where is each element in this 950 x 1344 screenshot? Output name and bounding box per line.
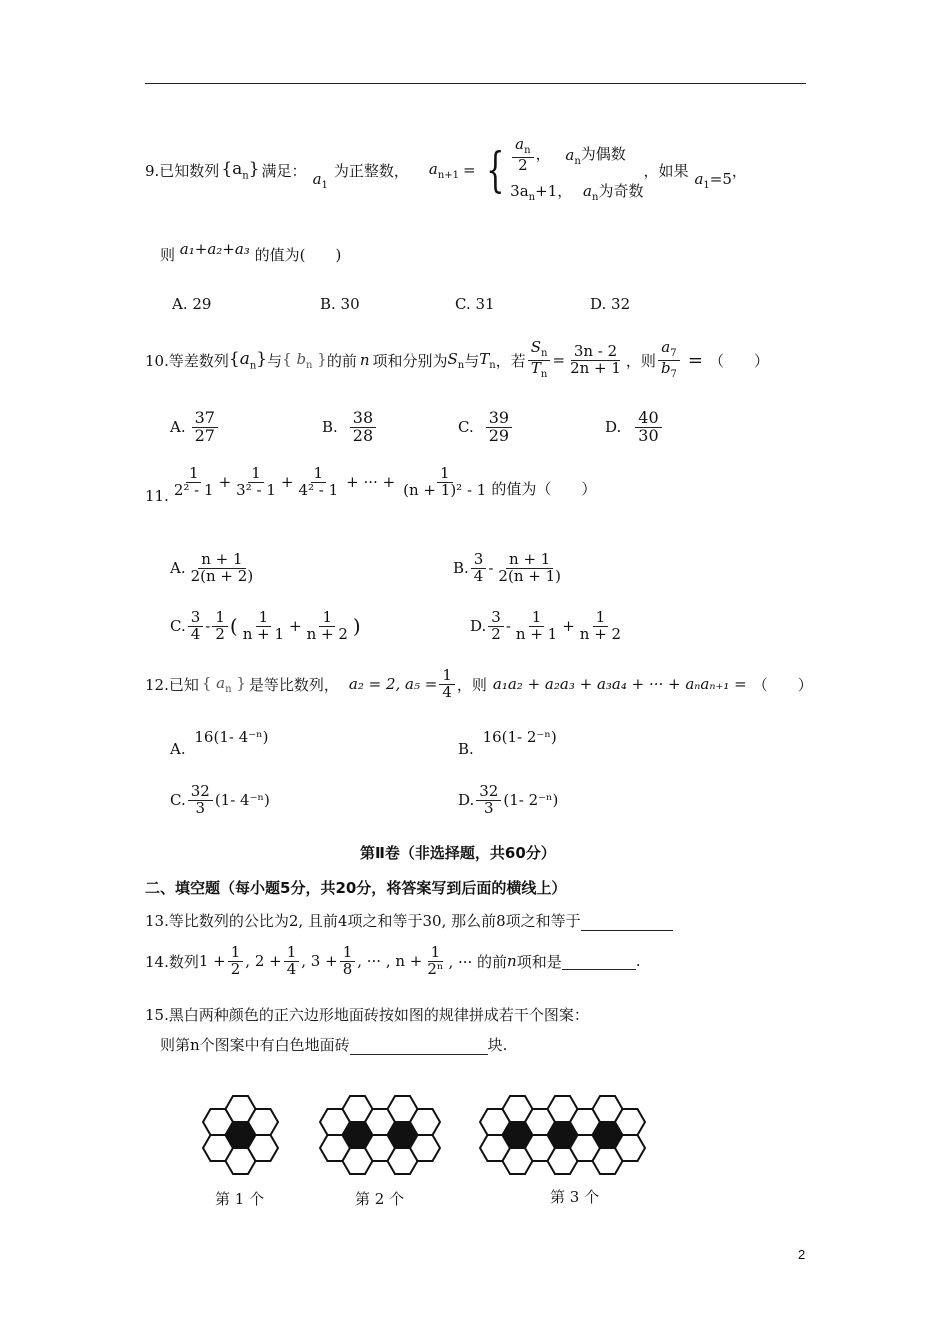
q9-case2: $3a_n+1$， $a_n$为奇数 [510, 181, 644, 203]
white-hex-tile [615, 1109, 645, 1135]
page-number: 2 [798, 1247, 806, 1262]
q9-option-d[interactable]: D. 32 [590, 295, 631, 313]
white-hex-tile [410, 1135, 440, 1161]
q11-line: 11. $\frac{1}{\text{2² - 1}}$ + $\frac{1}{\text{3² - 1}}$ + $\frac{1}{\text{4² - 1}}$ + ··· + $\frac{1}{\text{(n + 1)² - 1}}$ 的值为（ ） [145, 464, 597, 506]
q10-ratio-left: $\frac{S_n}{T_n}$ [528, 340, 551, 380]
q10-option-b[interactable]: B. $\frac{38}{28}$ [322, 410, 378, 445]
q13-line: 13.等比数列的公比为2, 且前4项之和等于30, 那么前8项之和等于 [145, 910, 673, 931]
q15-line2: 则第n个图案中有白色地面砖 块. [160, 1036, 508, 1054]
q9-t2: 为正整数， [333, 161, 409, 180]
q12-option-d[interactable]: D. $\frac{32}{3}$ (1- 2⁻ⁿ) [458, 782, 559, 817]
q10-ratio-right: $\frac{3n - 2}{2n + 1}$ [570, 341, 621, 377]
white-hex-tile [615, 1135, 645, 1161]
header-rule [145, 83, 806, 84]
white-hex-tile [248, 1135, 278, 1161]
white-hex-tile [410, 1109, 440, 1135]
q12-option-b[interactable]: B. 16(1- 2⁻ⁿ) [458, 728, 557, 758]
q9-option-b[interactable]: B. 30 [320, 295, 360, 313]
section2-title: 第Ⅱ卷（非选择题，共60分） [360, 844, 556, 862]
figure-caption-3: 第 3 个 [550, 1188, 600, 1206]
q15-line1: 15.黑白两种颜色的正六边形地面砖按如图的规律拼成若干个图案： [145, 1006, 589, 1024]
q9-line1: 9.已知数列 $\{a_n\}$ 满足： $a_1$ 为正整数， $a_{n+1}$ = { $\frac{a_n}{2}$ ， $a_n$为偶数 $3a_n+1$， $a_n$为奇数 ，如果 $a_1=5$ ， [145, 135, 747, 203]
part2-heading: 二、填空题（每小题5分，共20分，将答案写到后面的横线上） [145, 879, 567, 897]
q10-option-a[interactable]: A. $\frac{37}{27}$ [170, 410, 220, 445]
q9-a1-eq: $a_1=5$ [694, 169, 732, 191]
q11-option-a[interactable]: A. $\frac{n + 1}{2(n + 2)}$ [170, 550, 254, 585]
q12-option-c[interactable]: C. $\frac{32}{3}$ (1- 4⁻ⁿ) [170, 782, 270, 817]
q9-option-a[interactable]: A. 29 [172, 295, 212, 313]
q11-option-d[interactable]: D. $\frac{3}{2}$ - $\frac{1}{n + 1}$ + $\frac{1}{n + 2}$ [470, 608, 622, 643]
figure-caption-1: 第 1 个 [215, 1190, 265, 1208]
q10-option-c[interactable]: C. $\frac{39}{29}$ [458, 410, 514, 445]
q9-a1: $a_1$ [312, 169, 328, 191]
q10-line: 10.等差数列 $\{a_n\}$ 与 { $b_n$ } 的前 n 项和分别为 $S_n$ 与 $T_n$ ，若 $\frac{S_n}{T_n}$ = $\frac{3n - 2}{2n + 1}$ ，则 $\frac{a_7}{b_7}$ = （ ） [145, 338, 770, 380]
q9-prefix: 9.已知数列 [145, 161, 220, 180]
q9-case1: $\frac{a_n}{2}$ ， $a_n$为偶数 [510, 137, 643, 173]
q13-answer-blank[interactable] [581, 914, 673, 931]
q11-option-c[interactable]: C. $\frac{3}{4}$ - $\frac{1}{2}$ ( $\frac{1}{n + 1}$ + $\frac{1}{n + 2}$ ) [170, 608, 361, 643]
q14-answer-blank[interactable] [562, 953, 636, 970]
q9-option-c[interactable]: C. 31 [455, 295, 495, 313]
q12-option-a[interactable]: A. 16(1- 4⁻ⁿ) [170, 728, 269, 758]
q9-t4: ， [731, 161, 747, 180]
hexagon-pattern-figure [190, 1085, 670, 1185]
q9-t1: 满足： [261, 161, 307, 180]
q9-line2: 则 a₁+a₂+a₃ 的值为( ) [160, 240, 342, 264]
q9-t3: ，如果 [643, 161, 689, 180]
q9-piecewise: { $\frac{a_n}{2}$ ， $a_n$为偶数 $3a_n+1$， $a_n$为奇数 [485, 135, 644, 203]
q10-ask: $\frac{a_7}{b_7}$ [658, 340, 680, 380]
figure-caption-2: 第 2 个 [355, 1190, 405, 1208]
q11-option-b[interactable]: B. $\frac{3}{4}$ - $\frac{n + 1}{2(n + 1)}$ [453, 550, 561, 585]
white-hex-tile [248, 1109, 278, 1135]
q9-sum: a₁+a₂+a₃ [179, 240, 250, 258]
q15-answer-blank[interactable] [350, 1038, 488, 1055]
q10-option-d[interactable]: D. $\frac{40}{30}$ [605, 410, 664, 445]
q9-seq: $\{a_n\}$ [221, 158, 260, 182]
q14-line: 14.数列 1 + $\frac{1}{2}$ , 2 + $\frac{1}{4}$ , 3 + $\frac{1}{8}$ , ··· , n + $\frac{1}{\text{2ⁿ}}$ , ··· 的前 n 项和是 . [145, 943, 641, 978]
q9-lhs: $a_{n+1}$ [428, 159, 460, 181]
q12-line: 12.已知 { $a_n$ } 是等比数列， a₂ = 2, a₅ = $\frac{1}{4}$ ，则 a₁a₂ + a₂a₃ + a₃a₄ + ··· + aₙaₙ₊₁ = （ ） [145, 666, 813, 701]
